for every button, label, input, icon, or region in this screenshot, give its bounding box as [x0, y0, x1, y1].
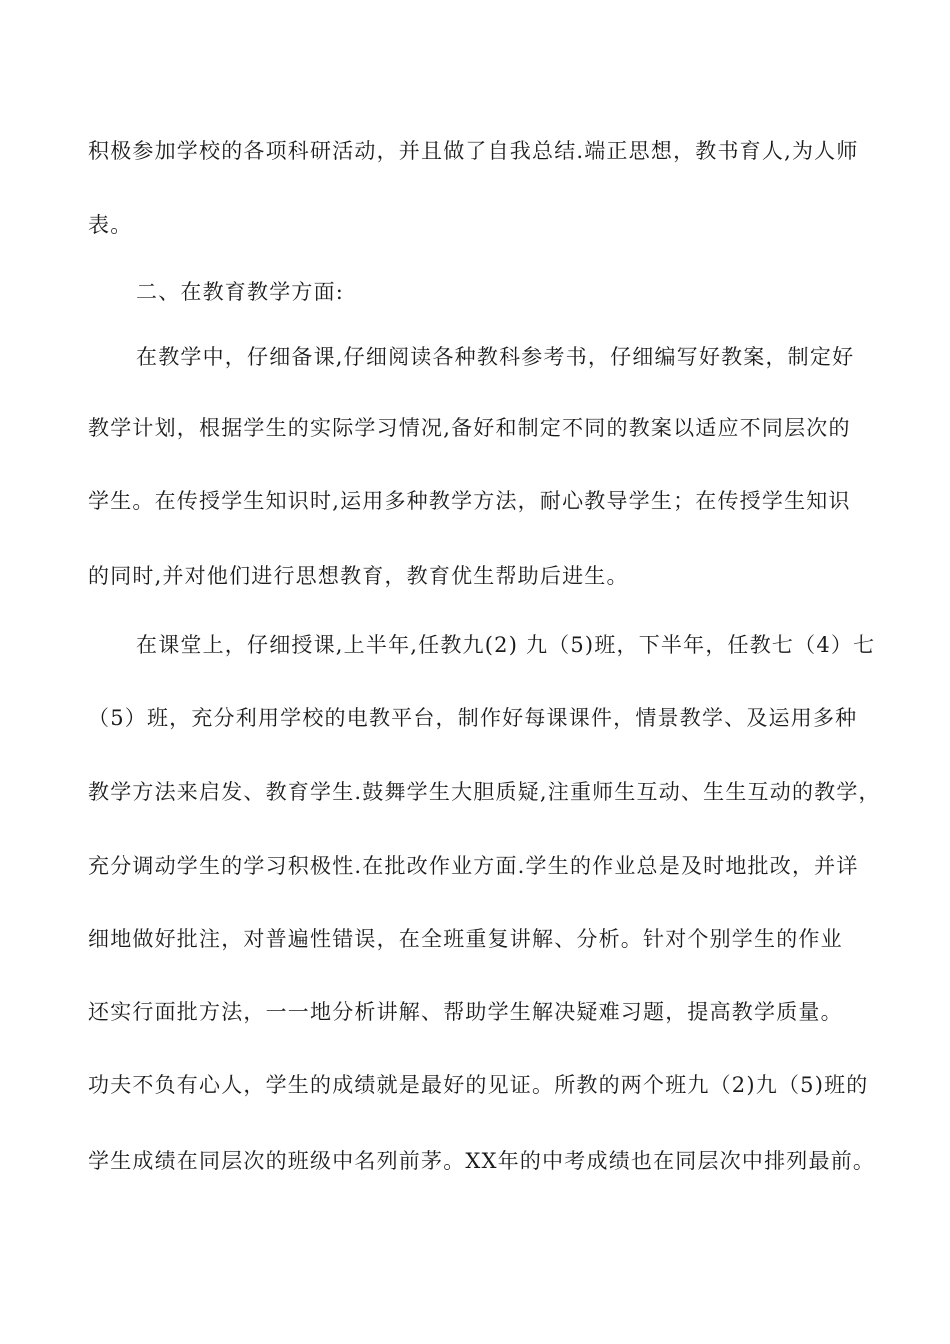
- paragraph-line: 学生。在传授学生知识时,运用多种教学方法，耐心教导学生；在传授学生知识: [88, 489, 851, 513]
- paragraph-line: 的同时,并对他们进行思想教育，教育优生帮助后进生。: [88, 564, 629, 588]
- paragraph-line: 教学方法来启发、教育学生.鼓舞学生大胆质疑,注重师生互动、生生互动的教学，: [88, 780, 881, 804]
- paragraph-line: （5）班，充分利用学校的电教平台，制作好每课课件，情景教学、及运用多种: [88, 706, 858, 730]
- paragraph-line: 积极参加学校的各项科研活动，并且做了自我总结.端正思想，教书育人,为人师: [88, 139, 859, 163]
- paragraph-line: 学生成绩在同层次的班级中名列前茅。XX年的中考成绩也在同层次中排列最前。: [88, 1149, 876, 1173]
- paragraph-line: 充分调动学生的学习积极性.在批改作业方面.学生的作业总是及时地批改，并详: [88, 854, 859, 878]
- section-heading: 二、在教育教学方面:: [136, 280, 345, 304]
- paragraph-line: 细地做好批注，对普遍性错误，在全班重复讲解、分析。针对个别学生的作业: [88, 927, 843, 951]
- paragraph-line: 教学计划，根据学生的实际学习情况,备好和制定不同的教案以适应不同层次的: [88, 416, 851, 440]
- paragraph-line: 还实行面批方法，一一地分析讲解、帮助学生解决疑难习题，提高教学质量。: [88, 1000, 843, 1024]
- paragraph-line: 表。: [88, 213, 133, 237]
- paragraph-line: 在课堂上，仔细授课,上半年,任教九(2) 九（5)班，下半年，任教七（4）七: [136, 633, 876, 657]
- paragraph-line: 在教学中，仔细备课,仔细阅读各种教科参考书，仔细编写好教案，制定好: [136, 345, 855, 369]
- paragraph-line: 功夫不负有心人，学生的成绩就是最好的见证。所教的两个班九（2)九（5)班的: [88, 1073, 869, 1097]
